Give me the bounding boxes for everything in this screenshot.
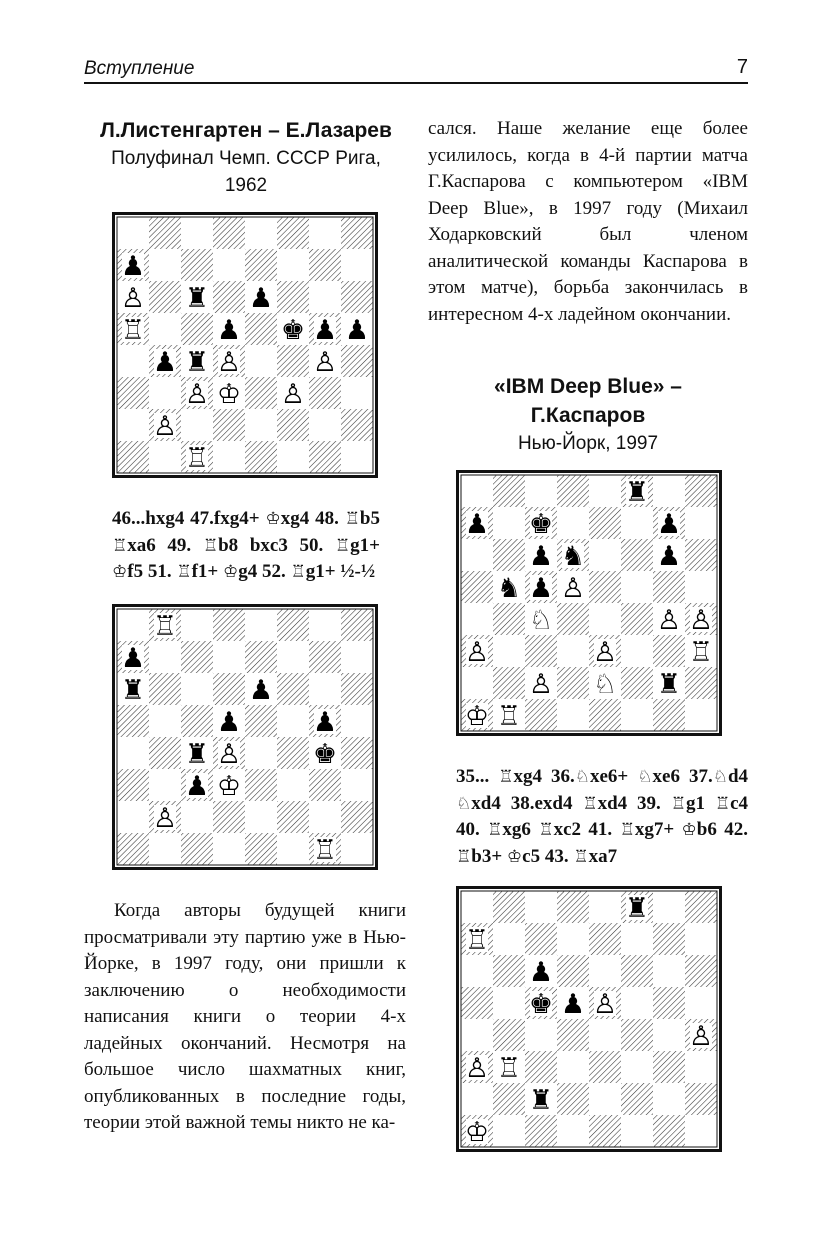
piece-figurine-icon: ♘ [456, 793, 472, 814]
chess-board [112, 604, 378, 870]
piece-figurine-icon: ♖ [176, 562, 192, 582]
dark-square [493, 1083, 525, 1115]
dark-square [309, 441, 341, 473]
dark-square [653, 571, 685, 603]
dark-square [557, 955, 589, 987]
dark-square [493, 891, 525, 923]
piece-figurine-icon: ♖ [714, 793, 731, 814]
dark-square [277, 609, 309, 641]
dark-square [493, 667, 525, 699]
black-pawn-icon: ♟ [528, 541, 554, 572]
black-rook-icon: ♜ [624, 477, 650, 508]
dark-square [149, 737, 181, 769]
piece-figurine-icon: ♖ [456, 846, 472, 867]
white-king-icon: ♔ [464, 1117, 490, 1148]
dark-square [621, 603, 653, 635]
piece-figurine-icon: ♘ [637, 767, 653, 787]
piece-figurine-icon: ♔ [222, 562, 239, 582]
dark-square [213, 673, 245, 705]
white-pawn-icon: ♙ [152, 803, 178, 834]
black-pawn-icon: ♟ [120, 251, 146, 282]
dark-square [277, 673, 309, 705]
white-king-icon: ♔ [464, 701, 490, 732]
game-event: Нью-Йорк, 1997 [517, 433, 659, 454]
black-pawn-icon: ♟ [312, 707, 338, 738]
black-pawn-icon: ♟ [248, 675, 274, 706]
dark-square [493, 1019, 525, 1051]
dark-square [341, 737, 373, 769]
dark-square [309, 249, 341, 281]
black-rook-icon: ♜ [528, 1085, 554, 1116]
dark-square [653, 635, 685, 667]
piece-figurine-icon: ♘ [712, 767, 728, 787]
dark-square [245, 641, 277, 673]
white-pawn-icon: ♙ [560, 573, 586, 604]
dark-square [653, 987, 685, 1019]
white-king-icon: ♔ [216, 771, 242, 802]
chess-board [112, 212, 378, 478]
white-pawn-icon: ♙ [464, 1053, 490, 1084]
dark-square [557, 603, 589, 635]
game-title: Л.Листенгартен – Е.Лазарев [100, 119, 392, 142]
black-rook-icon: ♜ [184, 739, 210, 770]
dark-square [589, 571, 621, 603]
dark-square [557, 1083, 589, 1115]
black-pawn-icon: ♟ [184, 771, 210, 802]
dark-square [245, 313, 277, 345]
dark-square [341, 801, 373, 833]
dark-square [525, 923, 557, 955]
black-king-icon: ♚ [312, 739, 338, 770]
dark-square [213, 217, 245, 249]
dark-square [685, 475, 717, 507]
black-rook-icon: ♜ [624, 893, 650, 924]
white-rook-icon: ♖ [496, 1053, 522, 1084]
black-pawn-icon: ♟ [120, 643, 146, 674]
move-text: 46...hxg4 47.fxg4+ ♔xg4 48. ♖b5 ♖xa6 49. ♖b8 bxc3 50. ♖g1+ ♔f5 51. ♖f1+ ♔g4 52. ♖g1+ ½-½ [112, 508, 380, 582]
dark-square [309, 769, 341, 801]
dark-square [653, 1051, 685, 1083]
white-rook-icon: ♖ [312, 835, 338, 866]
dark-square [277, 409, 309, 441]
page-header [84, 54, 748, 84]
dark-square [653, 923, 685, 955]
dark-square [213, 281, 245, 313]
piece-figurine-icon: ♖ [202, 535, 219, 556]
piece-figurine-icon: ♖ [498, 767, 514, 787]
chess-diagram [112, 212, 378, 478]
piece-figurine-icon: ♔ [681, 820, 697, 840]
piece-figurine-icon: ♖ [573, 846, 589, 867]
dark-square [341, 281, 373, 313]
dark-square [213, 801, 245, 833]
dark-square [557, 475, 589, 507]
dark-square [621, 539, 653, 571]
dark-square [653, 1115, 685, 1147]
dark-square [461, 987, 493, 1019]
dark-square [149, 217, 181, 249]
dark-square [557, 667, 589, 699]
black-pawn-icon: ♟ [312, 315, 338, 346]
black-pawn-icon: ♟ [464, 509, 490, 540]
piece-figurine-icon: ♔ [112, 562, 128, 582]
dark-square [653, 699, 685, 731]
game-title: Г.Каспаров [530, 404, 646, 427]
white-pawn-icon: ♙ [656, 605, 682, 636]
dark-square [245, 249, 277, 281]
dark-square [685, 955, 717, 987]
body-paragraph: Когда авторы будущей книги просматривали эту партию уже в Нью-Йорке, в 1997 году, они пришли к заключению о необходимости написания книги о теории 4-х ладейных окончаний. Несмотря на большое число шахматных книг, опубликованных в последние годы, теории этой важной темы никто не ка- [84, 900, 406, 1133]
move-text: 35... ♖xg4 36.♘xe6+ ♘xe6 37.♘d4 ♘xd4 38.exd4 ♖xd4 39. ♖g1 ♖c4 40. ♖xg6 ♖xc2 41. ♖xg7+ ♔b6 42. ♖b3+ ♔c5 43. ♖xa7 [456, 766, 749, 867]
dark-square [245, 377, 277, 409]
dark-square [493, 539, 525, 571]
dark-square [525, 1115, 557, 1147]
dark-square [117, 377, 149, 409]
game-year: 1962 [224, 175, 268, 196]
game2-heading [428, 372, 748, 457]
white-pawn-icon: ♙ [688, 1021, 714, 1052]
white-pawn-icon: ♙ [528, 669, 554, 700]
dark-square [277, 737, 309, 769]
body-paragraph: сался. Наше желание еще более усилилось, когда в 4-й партии матча Г.Каспарова с компьютером «IBM Deep Blue», в 1997 году (Михаил Ходарковский был членом аналитической команды Каспарова в этом матче), борьба закончилась в интересном 4-х ладейном окончании. [428, 118, 748, 325]
black-pawn-icon: ♟ [528, 957, 554, 988]
dark-square [621, 1019, 653, 1051]
piece-figurine-icon: ♖ [487, 820, 503, 840]
dark-square [621, 667, 653, 699]
dark-square [117, 705, 149, 737]
black-rook-icon: ♜ [120, 675, 146, 706]
white-knight-icon: ♘ [528, 605, 554, 636]
piece-figurine-icon: ♘ [574, 767, 590, 787]
black-rook-icon: ♜ [184, 347, 210, 378]
chess-diagram [456, 470, 722, 736]
dark-square [341, 609, 373, 641]
dark-square [685, 667, 717, 699]
dark-square [181, 641, 213, 673]
white-king-icon: ♔ [216, 379, 242, 410]
dark-square [277, 345, 309, 377]
dark-square [181, 249, 213, 281]
dark-square [117, 441, 149, 473]
dark-square [621, 1083, 653, 1115]
piece-figurine-icon: ♖ [334, 535, 351, 556]
dark-square [493, 955, 525, 987]
dark-square [245, 441, 277, 473]
dark-square [277, 801, 309, 833]
dark-square [117, 833, 149, 865]
white-rook-icon: ♖ [688, 637, 714, 668]
white-pawn-icon: ♙ [184, 379, 210, 410]
section-title: Вступление [84, 58, 195, 79]
dark-square [181, 705, 213, 737]
chess-board [456, 886, 722, 1152]
dark-square [341, 673, 373, 705]
white-pawn-icon: ♙ [152, 411, 178, 442]
black-pawn-icon: ♟ [216, 315, 242, 346]
dark-square [277, 281, 309, 313]
white-rook-icon: ♖ [184, 443, 210, 474]
dark-square [525, 635, 557, 667]
piece-figurine-icon: ♖ [344, 509, 360, 529]
dark-square [589, 507, 621, 539]
white-rook-icon: ♖ [152, 611, 178, 642]
dark-square [525, 699, 557, 731]
black-pawn-icon: ♟ [528, 573, 554, 604]
black-king-icon: ♚ [280, 315, 306, 346]
piece-figurine-icon: ♖ [538, 820, 554, 840]
dark-square [309, 641, 341, 673]
dark-square [149, 281, 181, 313]
white-pawn-icon: ♙ [688, 605, 714, 636]
dark-square [213, 609, 245, 641]
piece-figurine-icon: ♖ [619, 820, 635, 840]
chess-diagram [456, 886, 722, 1152]
black-pawn-icon: ♟ [152, 347, 178, 378]
chess-board [456, 470, 722, 736]
dark-square [493, 475, 525, 507]
black-knight-icon: ♞ [560, 541, 586, 572]
dark-square [341, 345, 373, 377]
black-pawn-icon: ♟ [656, 541, 682, 572]
chess-diagram [112, 604, 378, 870]
dark-square [589, 699, 621, 731]
white-pawn-icon: ♙ [464, 637, 490, 668]
dark-square [341, 409, 373, 441]
dark-square [685, 891, 717, 923]
black-pawn-icon: ♟ [344, 315, 370, 346]
dark-square [213, 409, 245, 441]
dark-square [277, 217, 309, 249]
black-rook-icon: ♜ [184, 283, 210, 314]
dark-square [557, 891, 589, 923]
white-knight-icon: ♘ [592, 669, 618, 700]
piece-figurine-icon: ♖ [112, 535, 128, 556]
white-pawn-icon: ♙ [592, 989, 618, 1020]
game-title: «IBM Deep Blue» – [494, 375, 682, 398]
white-pawn-icon: ♙ [592, 637, 618, 668]
page-number: 7 [736, 56, 748, 78]
piece-figurine-icon: ♔ [265, 509, 281, 529]
game1-heading [84, 116, 408, 199]
black-pawn-icon: ♟ [656, 509, 682, 540]
white-pawn-icon: ♙ [312, 347, 338, 378]
dark-square [525, 1051, 557, 1083]
black-rook-icon: ♜ [656, 669, 682, 700]
white-pawn-icon: ♙ [216, 347, 242, 378]
dark-square [557, 1019, 589, 1051]
dark-square [245, 705, 277, 737]
dark-square [685, 1083, 717, 1115]
piece-figurine-icon: ♖ [582, 793, 598, 814]
black-pawn-icon: ♟ [248, 283, 274, 314]
piece-figurine-icon: ♖ [290, 562, 306, 582]
white-pawn-icon: ♙ [280, 379, 306, 410]
black-king-icon: ♚ [528, 989, 554, 1020]
dark-square [589, 1115, 621, 1147]
dark-square [117, 769, 149, 801]
black-pawn-icon: ♟ [560, 989, 586, 1020]
dark-square [461, 571, 493, 603]
piece-figurine-icon: ♔ [506, 846, 523, 867]
dark-square [181, 833, 213, 865]
piece-figurine-icon: ♖ [670, 793, 686, 814]
dark-square [341, 217, 373, 249]
dark-square [493, 603, 525, 635]
dark-square [245, 833, 277, 865]
dark-square [309, 377, 341, 409]
dark-square [685, 539, 717, 571]
white-rook-icon: ♖ [464, 925, 490, 956]
dark-square [149, 673, 181, 705]
white-rook-icon: ♖ [120, 315, 146, 346]
dark-square [621, 955, 653, 987]
white-rook-icon: ♖ [496, 701, 522, 732]
black-knight-icon: ♞ [496, 573, 522, 604]
dark-square [589, 1051, 621, 1083]
black-king-icon: ♚ [528, 509, 554, 540]
white-pawn-icon: ♙ [120, 283, 146, 314]
dark-square [181, 313, 213, 345]
game-event: Полуфинал Чемп. СССР Рига, [111, 148, 381, 169]
dark-square [245, 769, 277, 801]
white-pawn-icon: ♙ [216, 739, 242, 770]
black-pawn-icon: ♟ [216, 707, 242, 738]
dark-square [589, 923, 621, 955]
